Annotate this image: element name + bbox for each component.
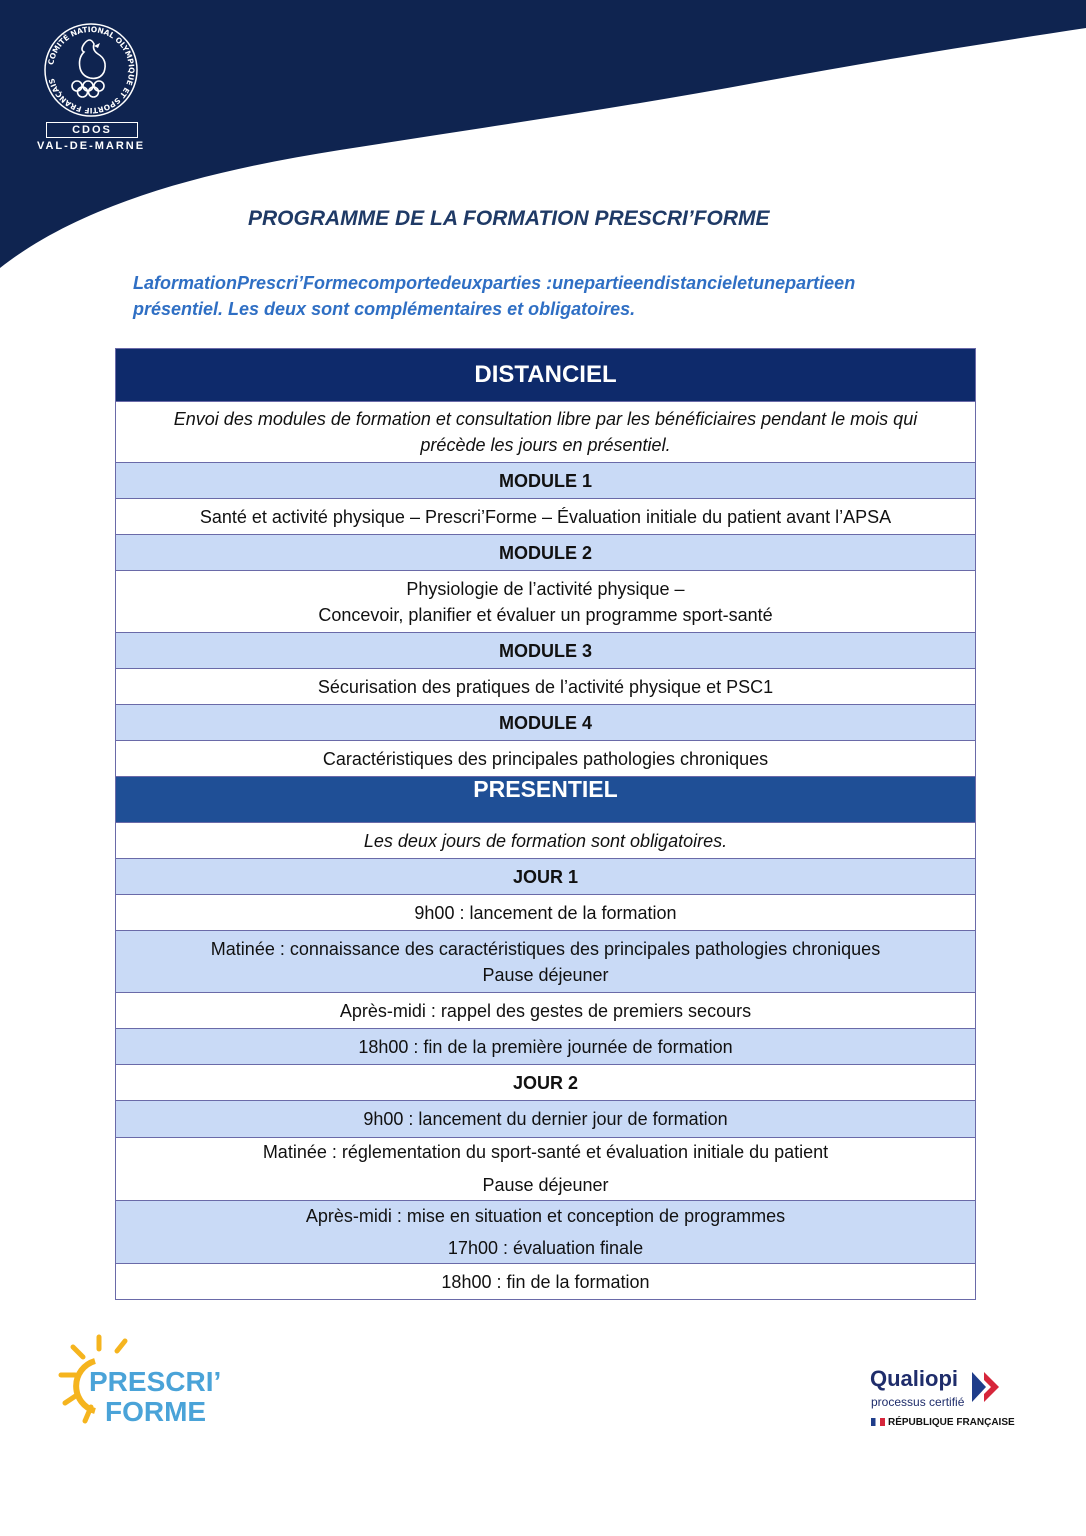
qualiopi-subtitle: processus certifié <box>871 1395 965 1409</box>
module-4-content-line-1: Caractéristiques des principales pathologies chroniques <box>322 748 769 769</box>
day-2-label <box>116 1065 975 1101</box>
module-3-content <box>116 669 975 705</box>
day-2-item-3-line-1: Après-midi : mise en situation et conception de programmes <box>305 1206 786 1226</box>
module-1-label-text: MODULE 1 <box>498 470 592 491</box>
day-2-label-text: JOUR 2 <box>512 1072 579 1093</box>
day-2-item-2-line-2: Pause déjeuner <box>482 1175 609 1195</box>
presentiel-heading <box>116 777 975 823</box>
intro-paragraph <box>133 270 953 322</box>
republique-francaise-text: RÉPUBLIQUE FRANÇAISE <box>888 1417 1015 1428</box>
module-1-content <box>116 499 975 535</box>
module-4-content <box>116 741 975 777</box>
header-wave-banner <box>0 0 1086 280</box>
day-1-item-2-line-1: Matinée : connaissance des caractéristiques des principales pathologies chroniques <box>210 938 881 959</box>
day-2-item-3 <box>116 1201 975 1264</box>
module-3-label <box>116 633 975 669</box>
logo-cdos-box: CDOS <box>46 122 138 138</box>
day-1-item-1 <box>116 895 975 931</box>
presentiel-heading-text: PRESENTIEL <box>473 776 618 802</box>
prescriforme-logo <box>55 1335 222 1435</box>
module-3-label-text: MODULE 3 <box>498 640 592 661</box>
module-1-label <box>116 463 975 499</box>
program-table <box>115 348 976 1300</box>
republique-francaise-label <box>871 1417 1015 1428</box>
module-2-content-line-2: Concevoir, planifier et évaluer un programme sport-santé <box>318 604 773 625</box>
module-2-content-line-1: Physiologie de l’activité physique – <box>406 578 685 599</box>
day-2-item-2 <box>116 1138 975 1201</box>
distanciel-description-line-1: Envoi des modules de formation et consultation libre par les bénéficiaires pendant le mois qui <box>173 409 918 429</box>
qualiopi-name: Qualiopi <box>870 1366 958 1391</box>
distanciel-heading-text: DISTANCIEL <box>474 361 617 388</box>
qualiopi-arrows-icon <box>972 1372 1012 1402</box>
day-1-item-2-line-2: Pause déjeuner <box>482 964 609 985</box>
intro-line-2: présentiel. Les deux sont complémentaires et obligatoires. <box>133 299 636 319</box>
day-2-item-1 <box>116 1101 975 1138</box>
prescriforme-line-1: PRESCRI’ <box>89 1366 222 1397</box>
distanciel-description <box>116 402 975 463</box>
french-flag-icon <box>871 1418 885 1426</box>
document-title: PROGRAMME DE LA FORMATION PRESCRI’FORME <box>248 207 770 230</box>
day-1-item-4-line-1: 18h00 : fin de la première journée de formation <box>358 1036 733 1057</box>
presentiel-note-text: Les deux jours de formation sont obligatoires. <box>363 830 728 851</box>
logo-subtitle: VAL-DE-MARNE <box>36 140 146 152</box>
sun-burst-icon <box>55 1335 222 1435</box>
day-1-item-3-line-1: Après-midi : rappel des gestes de premiers secours <box>339 1000 752 1021</box>
day-1-label <box>116 859 975 895</box>
module-2-label-text: MODULE 2 <box>498 542 592 563</box>
day-1-label-text: JOUR 1 <box>512 866 579 887</box>
day-1-item-1-line-1: 9h00 : lancement de la formation <box>414 902 677 923</box>
day-2-item-1-line-1: 9h00 : lancement du dernier jour de formation <box>363 1109 728 1129</box>
module-2-content <box>116 571 975 633</box>
day-1-item-2 <box>116 931 975 993</box>
module-4-label-text: MODULE 4 <box>498 712 592 733</box>
day-2-item-2-line-1: Matinée : réglementation du sport-santé et évaluation initiale du patient <box>262 1142 829 1162</box>
module-3-content-line-1: Sécurisation des pratiques de l’activité physique et PSC1 <box>317 676 774 697</box>
qualiopi-logo <box>868 1366 1018 1436</box>
day-1-item-3 <box>116 993 975 1029</box>
day-2-item-3-line-2: 17h00 : évaluation finale <box>447 1238 644 1258</box>
module-2-label <box>116 535 975 571</box>
distanciel-heading <box>116 349 975 402</box>
module-1-content-line-1: Santé et activité physique – Prescri’Forme – Évaluation initiale du patient avant l’APSA <box>199 506 892 527</box>
cdos-logo <box>30 20 160 160</box>
presentiel-note <box>116 823 975 859</box>
olympic-rooster-emblem-icon <box>30 20 152 120</box>
logo-ring-text: COMITÉ NATIONAL OLYMPIQUE ET SPORTIF FRANÇAIS <box>46 24 137 116</box>
prescriforme-line-2: FORME <box>105 1396 207 1427</box>
day-2-item-4-line-1: 18h00 : fin de la formation <box>441 1271 650 1292</box>
intro-line-1: LaformationPrescri’Formecomportedeuxparties :unepartieendistancieletunepartieen <box>133 273 856 293</box>
day-1-item-4 <box>116 1029 975 1065</box>
day-2-item-4 <box>116 1264 975 1299</box>
svg-text:COMITÉ NATIONAL OLYMPIQUE ET S <box>46 25 136 115</box>
distanciel-description-line-2: précède les jours en présentiel. <box>420 435 671 455</box>
module-4-label <box>116 705 975 741</box>
